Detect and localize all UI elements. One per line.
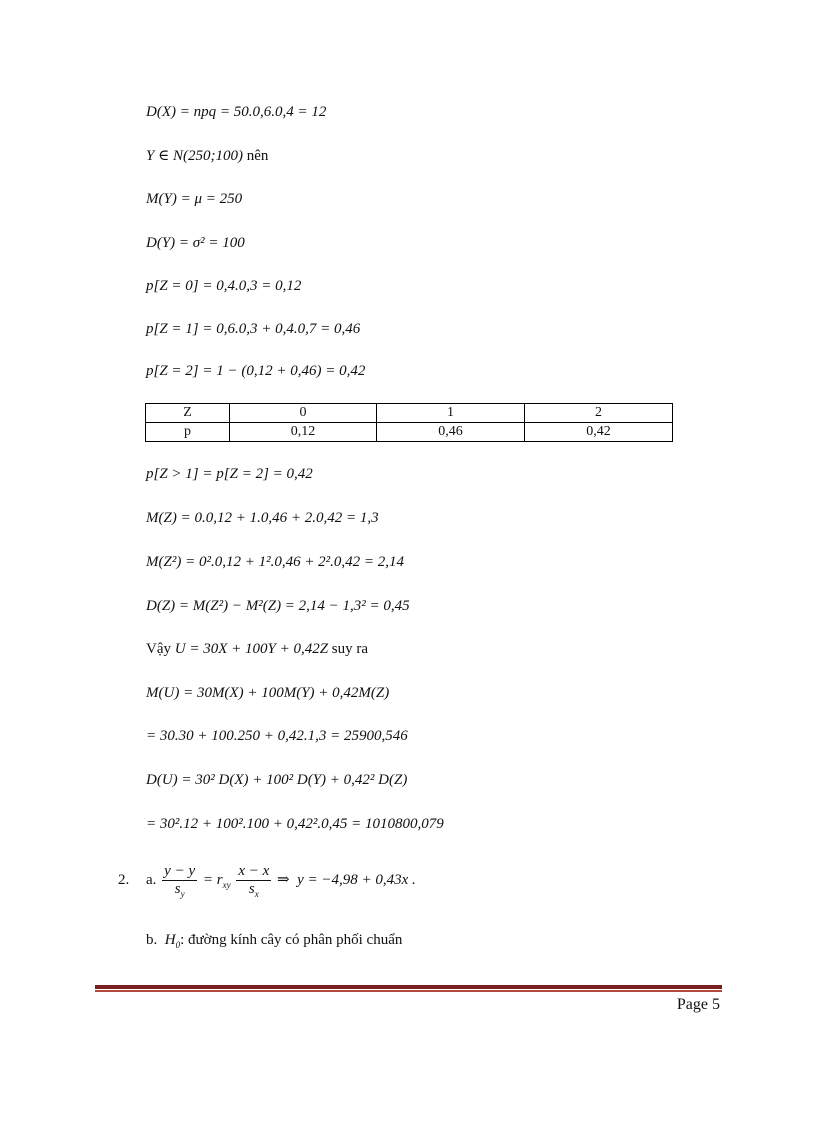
fraction-y <box>162 863 197 898</box>
correlation-term: = $r_{xy}$ <box>202 872 231 890</box>
line-u-def-prefix: Vậy <box>146 641 175 657</box>
item-2b-line <box>146 931 402 949</box>
footer-rule <box>95 985 722 989</box>
hypothesis-symbol: $H_0$ <box>164 932 181 950</box>
line-dx: D(X) = npq = 50.0,6.0,4 = 12 <box>146 104 327 120</box>
line-my: M(Y) = μ = 250 <box>146 191 243 207</box>
hypothesis-text: : đường kính cây có phân phối chuẩn <box>180 932 403 948</box>
table-cell: 0,46 <box>377 423 525 442</box>
fraction-y-numerator: y − y <box>164 863 196 880</box>
item-2a-line <box>146 860 416 900</box>
line-pz1: p[Z = 1] = 0,6.0,3 + 0,4.0,7 = 0,46 <box>146 321 361 337</box>
line-u-def-suffix: suy ra <box>328 641 369 657</box>
table-cell: Z <box>146 404 230 423</box>
table-cell: 0,12 <box>230 423 377 442</box>
regression-result: y = −4,98 + 0,43x . <box>297 872 416 888</box>
line-mu-value: = 30.30 + 100.250 + 0,42.1,3 = 25900,546 <box>146 728 408 744</box>
table-cell: 2 <box>525 404 673 423</box>
footer-rule-thin <box>95 990 722 992</box>
fraction-x <box>236 863 271 898</box>
page-number: Page 5 <box>676 996 720 1013</box>
line-pz-gt1: p[Z > 1] = p[Z = 2] = 0,42 <box>146 466 313 482</box>
line-du: D(U) = 30² D(X) + 100² D(Y) + 0,42² D(Z) <box>146 772 408 788</box>
item-2a-label: a. <box>146 872 157 888</box>
line-dz: D(Z) = M(Z²) − M²(Z) = 2,14 − 1,3² = 0,45 <box>146 598 410 614</box>
line-u-def-expr: U = 30X + 100Y + 0,42Z <box>174 641 329 657</box>
item-2-number: 2. <box>118 872 130 888</box>
fraction-x-denominator: $s_x$ <box>248 881 259 900</box>
line-y-normal-text: nên <box>242 148 269 164</box>
table-cell: p <box>146 423 230 442</box>
distribution-table <box>145 403 673 442</box>
line-pz0: p[Z = 0] = 0,4.0,3 = 0,12 <box>146 278 302 294</box>
table-row <box>146 423 673 442</box>
line-mz2: M(Z²) = 0².0,12 + 1².0,46 + 2².0,42 = 2,14 <box>146 554 405 570</box>
fraction-x-numerator: x − x <box>238 863 270 880</box>
table-cell: 0,42 <box>525 423 673 442</box>
item-2b-label: b. <box>146 932 158 948</box>
line-pz2: p[Z = 2] = 1 − (0,12 + 0,46) = 0,42 <box>146 363 366 379</box>
table-row <box>146 404 673 423</box>
line-mu: M(U) = 30M(X) + 100M(Y) + 0,42M(Z) <box>146 685 390 701</box>
line-dy: D(Y) = σ² = 100 <box>146 235 245 251</box>
line-du-value: = 30².12 + 100².100 + 0,42².0,45 = 1010800,079 <box>146 816 444 832</box>
line-y-normal <box>146 147 268 165</box>
line-mz: M(Z) = 0.0,12 + 1.0,46 + 2.0,42 = 1,3 <box>146 510 379 526</box>
line-u-def <box>146 640 368 658</box>
fraction-y-denominator: $s_y$ <box>174 881 185 900</box>
implies-symbol: ⇒ <box>277 872 290 888</box>
table-cell: 0 <box>230 404 377 423</box>
table-cell: 1 <box>377 404 525 423</box>
line-y-normal-expr: Y ∈ N(250;100) <box>146 148 243 164</box>
